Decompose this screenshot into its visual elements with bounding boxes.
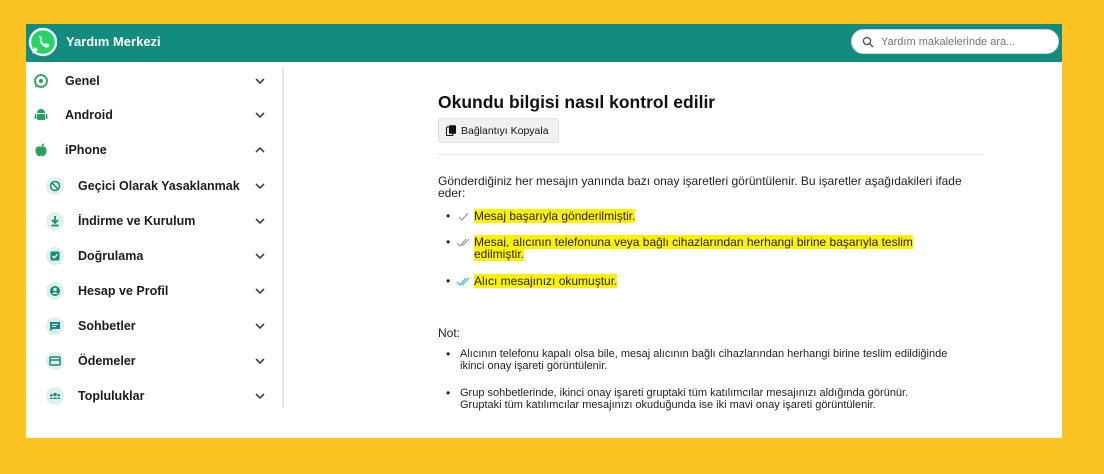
sidebar-subitem-gecici-yasak[interactable] [26,169,266,203]
sidebar [26,62,282,438]
tick-text: Mesaj başarıyla gönderilmiştir. [474,209,636,223]
sidebar-item-label: Sohbetler [78,319,136,333]
chevron-down-icon[interactable] [254,250,266,262]
whatsapp-icon [32,72,50,90]
chevron-down-icon[interactable] [254,285,266,297]
chat-icon [45,316,65,336]
sidebar-item-label: Hesap ve Profil [78,284,169,298]
intro-text: Gönderdiğiniz her mesajın yanında bazı onay işaretleri görüntülenir. Bu işaretler aşağıdakileri ifade eder: [438,174,962,200]
sidebar-item-label: Ödemeler [78,354,136,368]
sidebar-item-label: İndirme ve Kurulum [78,214,196,228]
sidebar-item-label: Android [65,108,113,122]
checkbox-icon [45,246,65,266]
sidebar-subitem-topluluklar[interactable] [26,379,266,413]
sidebar-subitem-odemeler[interactable] [26,344,266,378]
copy-icon [446,125,457,136]
sidebar-scrollbar[interactable] [282,68,284,408]
chevron-down-icon[interactable] [254,320,266,332]
double-grey-tick-icon [456,236,474,248]
top-bar [26,24,1062,62]
chevron-down-icon[interactable] [254,390,266,402]
site-title[interactable]: Yardım Merkezi [66,34,161,49]
sidebar-item-label: Topluluklar [78,389,145,403]
chevron-down-icon[interactable] [254,109,266,121]
sidebar-item-label: Geçici Olarak Yasaklanmak [78,179,240,193]
chevron-down-icon[interactable] [254,215,266,227]
sidebar-subitem-hesap-profil[interactable] [26,274,266,308]
tick-text: Mesaj, alıcının telefonuna veya bağlı cihazlarından herhangi birine başarıyla teslim edilmiştir. [474,235,913,261]
chevron-down-icon[interactable] [254,180,266,192]
sidebar-item-genel[interactable] [26,64,266,98]
list-item: • Mesaj, alıcının telefonuna veya bağlı cihazlarından herhangi birine başarıyla teslim edilmiştir. [446,235,913,261]
sidebar-subitem-indirme[interactable] [26,204,266,238]
sidebar-item-android[interactable] [26,98,266,132]
tick-text: Alıcı mesajınızı okumuştur. [474,274,618,288]
sidebar-item-iphone[interactable] [26,133,266,167]
chevron-down-icon[interactable] [254,75,266,87]
ban-icon [45,176,65,196]
search-box[interactable] [851,29,1059,54]
sidebar-item-label: Genel [65,74,100,88]
apple-icon [32,141,50,159]
whatsapp-logo-icon[interactable] [28,27,58,57]
chevron-down-icon[interactable] [254,355,266,367]
card-icon [45,351,65,371]
note-text: Grup sohbetlerinde, ikinci onay işareti gruptaki tüm katılımcılar mesajınızı aldığında görünür. Gruptaki tüm katılımcılar mesajınızı okuduğunda ise iki mavi onay işareti görüntülenir. [460,387,909,411]
single-grey-tick-icon [456,210,474,222]
copy-link-button[interactable] [438,118,559,143]
android-icon [32,106,50,124]
note-label: Not: [438,326,461,340]
note-item: • Alıcının telefonu kapalı olsa bile, mesaj alıcının bağlı cihazlarından herhangi birine teslim edildiğinde ikinci onay işareti görüntülenir. [446,348,986,372]
list-item: • Alıcı mesajınızı okumuştur. [446,274,618,288]
search-input[interactable] [879,35,1053,49]
note-item: • Grup sohbetlerinde, ikinci onay işareti gruptaki tüm katılımcılar mesajınızı aldığında görünür. Gruptaki tüm katılımcılar mesajınızı okuduğunda ise iki mavi onay işareti görüntülenir. [446,387,986,411]
search-icon [862,36,874,48]
list-item: • Mesaj başarıyla gönderilmiştir. [446,209,636,223]
article-title: Okundu bilgisi nasıl kontrol edilir [438,92,716,112]
chevron-up-icon[interactable] [254,144,266,156]
note-text: Alıcının telefonu kapalı olsa bile, mesaj alıcının bağlı cihazlarından herhangi birine teslim edildiğinde ikinci onay işareti görüntülenir. [460,348,948,372]
copy-link-label: Bağlantıyı Kopyala [461,124,549,137]
sidebar-item-label: iPhone [65,143,107,157]
divider [438,154,983,155]
account-icon [45,281,65,301]
community-icon [45,386,65,406]
sidebar-item-label: Doğrulama [78,249,144,263]
help-center-window [26,24,1062,438]
sidebar-subitem-sohbetler[interactable] [26,309,266,343]
double-blue-tick-icon [456,275,474,287]
download-icon [45,211,65,231]
sidebar-subitem-dogrulama[interactable] [26,239,266,273]
